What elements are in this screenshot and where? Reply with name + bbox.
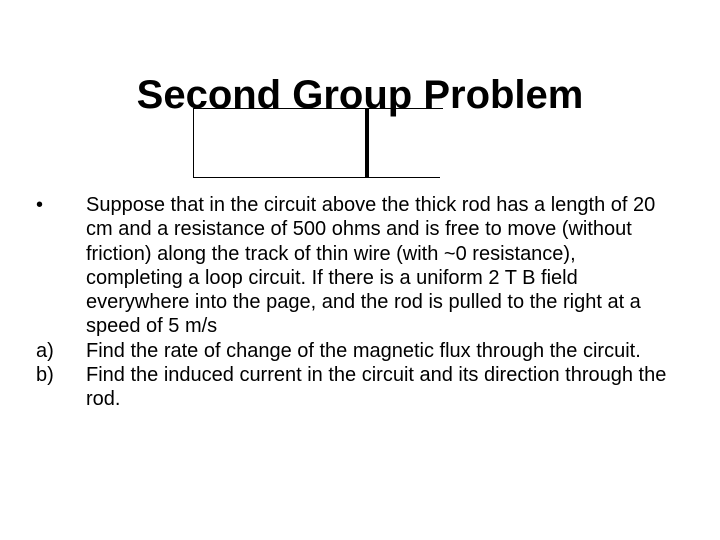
question-b-marker: b): [36, 364, 54, 387]
question-a-marker: a): [36, 339, 54, 362]
problem-list: [36, 193, 676, 412]
problem-statement: [36, 193, 676, 339]
problem-text: Suppose that in the circuit above the thick rod has a length of 20 cm and a resistance of 500 ohms and is free to move (without friction) along the track of thin wire (with ~0 resistance), completing a loop circuit. If there is a uniform 2 T B field everywhere into the page, and the rod is pulled to the right at a speed of 5 m/s: [86, 194, 656, 338]
slide-title: Second Group Problem: [136, 72, 584, 117]
question-a: [36, 339, 676, 363]
question-b: [36, 363, 676, 412]
question-a-text: Find the rate of change of the magnetic flux through the circuit.: [86, 339, 641, 362]
question-b-text: Find the induced current in the circuit and its direction through the rod.: [86, 364, 667, 411]
bullet-marker: •: [36, 194, 44, 216]
